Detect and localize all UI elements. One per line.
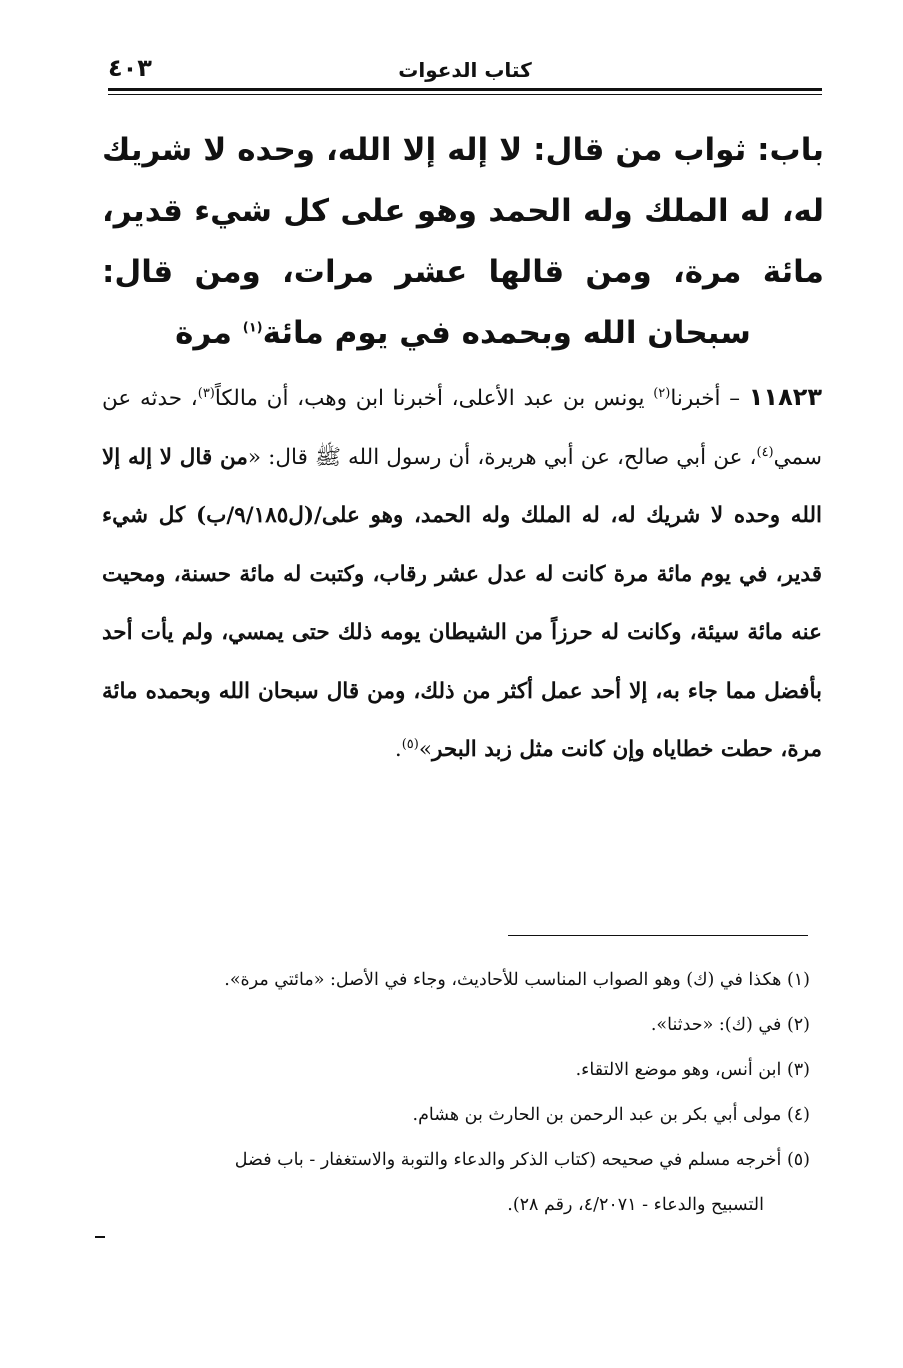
- chapter-heading: [102, 120, 824, 364]
- matn-open-quote: «: [247, 444, 262, 470]
- hadith-number: ١١٨٢٣: [748, 383, 823, 411]
- footnote-ref-4: (٤): [756, 444, 774, 460]
- running-title: كتاب الدعوات: [398, 58, 532, 82]
- matn-close-quote: »: [418, 737, 432, 762]
- footnote-text: ابن أنس، وهو موضع الالتقاء.: [575, 1060, 782, 1080]
- header-rule-thick: [108, 88, 822, 91]
- footnote-text: مولى أبي بكر بن عبد الرحمن بن الحارث بن هشام.: [412, 1105, 782, 1125]
- footnote-text: التسبيح والدعاء - ٤/٢٠٧١، رقم ٢٨).: [507, 1195, 764, 1215]
- isnad-part-2: يونس بن عبد الأعلى، أخبرنا ابن وهب، أن مالكاً: [214, 386, 645, 411]
- footnote-1: [100, 958, 810, 1003]
- hadith-text: [102, 368, 822, 780]
- isnad-part-1: أخبرنا: [670, 386, 721, 411]
- footnote-2: [100, 1003, 810, 1048]
- header-rule-thin: [108, 94, 822, 95]
- isnad-part-4: ، عن أبي صالح، عن أبي هريرة، أن رسول الله ﷺ قال:: [268, 444, 757, 470]
- footnote-5-continuation: [100, 1183, 810, 1228]
- chapter-heading-text: باب: ثواب من قال: لا إله إلا الله، وحده لا شريك له، له الملك وله الحمد وهو على كل شيء قدير، مائة مرة، ومن قالها عشر مرات، ومن قال: سبحان الله وبحمده في يوم مائة: [102, 132, 824, 351]
- footnote-ref-3: (٣): [197, 385, 215, 401]
- footnotes: [100, 958, 810, 1228]
- page-mark: [95, 1236, 105, 1238]
- footnote-3: [100, 1048, 810, 1093]
- footnote-text: هكذا في (ك) وهو الصواب المناسب للأحاديث، وجاء في الأصل: «مائتي مرة».: [224, 970, 782, 990]
- footnote-4: [100, 1093, 810, 1138]
- footnote-number: (٥): [786, 1150, 810, 1170]
- chapter-heading-end: مرة: [175, 315, 232, 351]
- footnote-number: (٤): [786, 1105, 810, 1125]
- footnote-number: (١): [786, 970, 810, 990]
- footnote-ref-5: (٥): [401, 736, 419, 752]
- footnote-number: (٣): [786, 1060, 810, 1080]
- footnote-ref-1: (١): [242, 320, 263, 336]
- hadith-end: .: [394, 737, 402, 762]
- footnote-ref-2: (٢): [653, 385, 671, 401]
- footnote-text: أخرجه مسلم في صحيحه (كتاب الذكر والدعاء والتوبة والاستغفار - باب فضل: [234, 1150, 782, 1170]
- page-header: [108, 50, 822, 90]
- footnote-5: [100, 1138, 810, 1183]
- isnad-part-3: ، حدثه عن سمي: [102, 386, 822, 470]
- footnote-text: في (ك): «حدثنا».: [650, 1015, 782, 1035]
- footnote-number: (٢): [786, 1015, 810, 1035]
- page-number: ٤٠٣: [108, 54, 152, 82]
- footnote-separator: [508, 935, 808, 936]
- hadith-dash: –: [729, 386, 740, 411]
- hadith-matn: من قال لا إله إلا الله وحده لا شريك له، له الملك وله الحمد، وهو على/(ل٩/١٨٥/ب) كل شيء قدير، في يوم مائة مرة كانت له عدل عشر رقاب، وكتبت له مائة حسنة، ومحيت عنه مائة سيئة، وكانت له حرزاً من الشيطان يومه ذلك حتى يمسي، ولم يأت أحد بأفضل مما جاء به، إلا أحد عمل أكثر من ذلك، ومن قال سبحان الله وبحمده مائة مرة، حطت خطاياه وإن كانت مثل زبد البحر: [102, 444, 822, 762]
